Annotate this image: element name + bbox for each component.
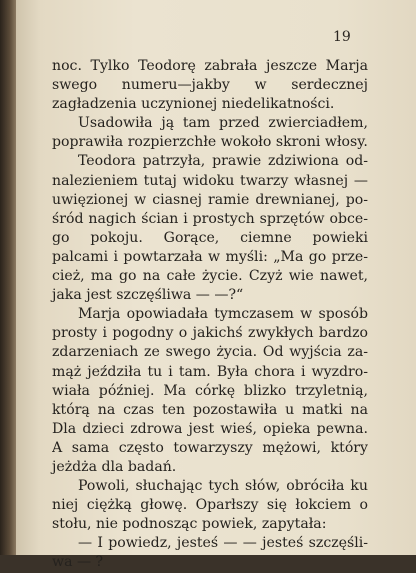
text-line: jeżdża dla badań. <box>52 458 177 475</box>
text-line: którą na czas ten pozostawiła u matki na <box>52 401 368 418</box>
text-line: śród nagich ścian i prostych sprzętów obce- <box>52 210 368 227</box>
text-line: noc. Tylko Teodorę zabrała jeszcze Marja <box>52 58 368 74</box>
body-text <box>52 57 368 573</box>
text-line: cież, ma go na całe życie. Czyż wie nawet, <box>52 268 368 285</box>
text-line: zdarzeniach ze swego życia. Od wyjścia za- <box>52 344 368 361</box>
text-line: — I powiedz, jesteś — — jesteś szczęśli- <box>78 535 368 552</box>
text-line: palcami i powtarzała w myśli: „Ma go prze- <box>52 248 368 265</box>
text-line: mąż jeździła tu i tam. Była chora i wyzdro- <box>52 363 368 380</box>
book-spine <box>0 0 16 555</box>
text-line: Teodora patrzyła, prawie zdziwiona od- <box>78 153 368 170</box>
text-line: Usadowiła ją tam przed zwierciadłem, <box>78 115 368 132</box>
text-line: Dla dzieci zdrowa jest wieś, opieka pewna. <box>52 420 368 437</box>
text-line: jaka jest szczęśliwa — —?“ <box>52 287 244 304</box>
text-line: A sama często towarzyszy mężowi, który <box>52 439 368 456</box>
text-line: wiała później. Ma córkę blizko trzyletnią, <box>52 382 368 399</box>
text-line: go pokoju. Gorące, ciemne powieki <box>52 229 368 246</box>
text-line: wa — ? <box>52 554 104 571</box>
text-line: niej ciężką głowę. Oparłszy się łokciem o <box>52 497 368 514</box>
page-number: 19 <box>333 29 351 45</box>
text-line: stołu, nie podnosząc powiek, zapytała: <box>52 516 327 533</box>
text-line: Powoli, słuchając tych słów, obróciła ku <box>78 478 368 495</box>
text-line: uwięzionej w ciasnej ramie drewnianej, po- <box>52 191 368 208</box>
text-line: poprawiła rozpierzchłe wokoło skroni włosy. <box>52 134 368 151</box>
text-line: prosty i pogodny o jakichś zwykłych bardzo <box>52 325 368 342</box>
text-line: swego numeru—jakby w serdecznej <box>52 77 368 94</box>
text-line: zagładzenia uczynionej niedelikatności. <box>52 96 335 113</box>
text-line: nalezieniem tutaj widoku twarzy własnej — <box>52 172 368 189</box>
text-line: Marja opowiadała tymczasem w sposób <box>78 306 368 323</box>
